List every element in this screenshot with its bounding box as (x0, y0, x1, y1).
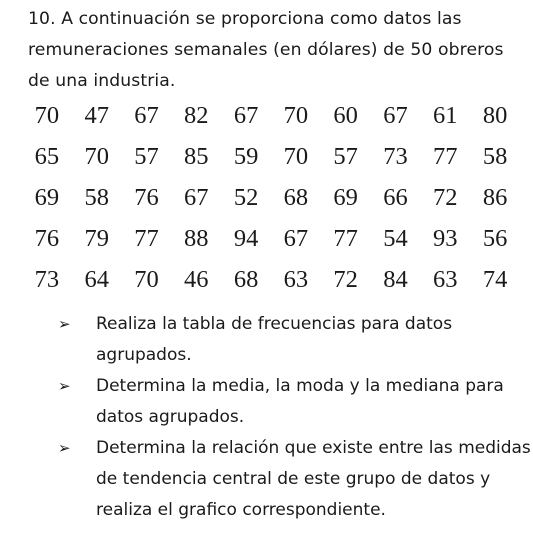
task-text: Determina la media, la moda y la mediana para datos agrupados. (96, 376, 504, 427)
data-row (22, 96, 520, 137)
data-value: 79 (84, 224, 109, 252)
data-value: 56 (482, 224, 508, 252)
data-value: 93 (433, 224, 458, 252)
data-value: 77 (333, 224, 358, 252)
arrow-bullet-icon: ➢ (58, 315, 71, 333)
arrow-bullet-icon: ➢ (58, 377, 71, 395)
data-value: 69 (333, 183, 358, 211)
data-row (22, 178, 520, 219)
data-value: 67 (283, 224, 309, 252)
data-value: 60 (333, 102, 358, 130)
problem-statement: 10. A continuación se proporciona como datos las remuneraciones semanales (en dólares) de 50 obreros de una industria. (28, 9, 504, 91)
data-value: 77 (433, 143, 458, 171)
data-value: 47 (84, 102, 109, 130)
data-value: 73 (383, 143, 408, 171)
data-value: 84 (383, 265, 408, 293)
data-row (22, 218, 520, 259)
data-value: 64 (84, 265, 109, 293)
data-value: 72 (333, 265, 358, 293)
data-value: 70 (283, 143, 309, 171)
data-value: 73 (34, 265, 60, 293)
data-value: 66 (383, 183, 408, 211)
data-value: 67 (184, 183, 209, 211)
data-value: 54 (383, 224, 408, 252)
data-value: 68 (233, 265, 259, 293)
data-value: 94 (233, 224, 259, 252)
task-list (56, 309, 531, 526)
arrow-bullet-icon: ➢ (58, 439, 71, 457)
data-value: 72 (433, 183, 458, 211)
data-value: 70 (283, 102, 309, 130)
data-value: 58 (482, 143, 508, 171)
data-value: 63 (283, 265, 309, 293)
task-item (56, 309, 531, 371)
data-value: 67 (134, 102, 159, 130)
data-value: 69 (34, 183, 60, 211)
data-value: 67 (383, 102, 408, 130)
data-value: 88 (184, 224, 209, 252)
data-row (22, 137, 520, 178)
data-value: 70 (34, 102, 60, 130)
data-value: 74 (482, 265, 508, 293)
data-value: 63 (433, 265, 458, 293)
data-value: 76 (34, 224, 60, 252)
data-value: 80 (482, 102, 508, 130)
data-value: 61 (433, 102, 458, 130)
data-row (22, 259, 520, 300)
task-text: Determina la relación que existe entre las medidas de tendencia central de este grupo de datos y realiza el grafico correspondiente. (96, 438, 531, 520)
data-value: 58 (84, 183, 109, 211)
task-text: Realiza la tabla de frecuencias para datos agrupados. (96, 314, 453, 365)
data-value: 76 (134, 183, 159, 211)
data-value: 85 (184, 143, 209, 171)
data-value: 59 (233, 143, 259, 171)
data-value: 52 (233, 183, 259, 211)
data-value: 70 (84, 143, 109, 171)
data-value: 86 (482, 183, 508, 211)
task-item (56, 433, 531, 526)
data-value: 65 (34, 143, 60, 171)
data-value: 46 (184, 265, 209, 293)
data-value: 57 (333, 143, 358, 171)
data-table (22, 96, 520, 300)
data-value: 57 (134, 143, 159, 171)
data-value: 68 (283, 183, 309, 211)
task-item (56, 371, 531, 433)
data-value: 77 (134, 224, 159, 252)
data-value: 70 (134, 265, 159, 293)
data-value: 67 (233, 102, 259, 130)
data-value: 82 (184, 102, 209, 130)
